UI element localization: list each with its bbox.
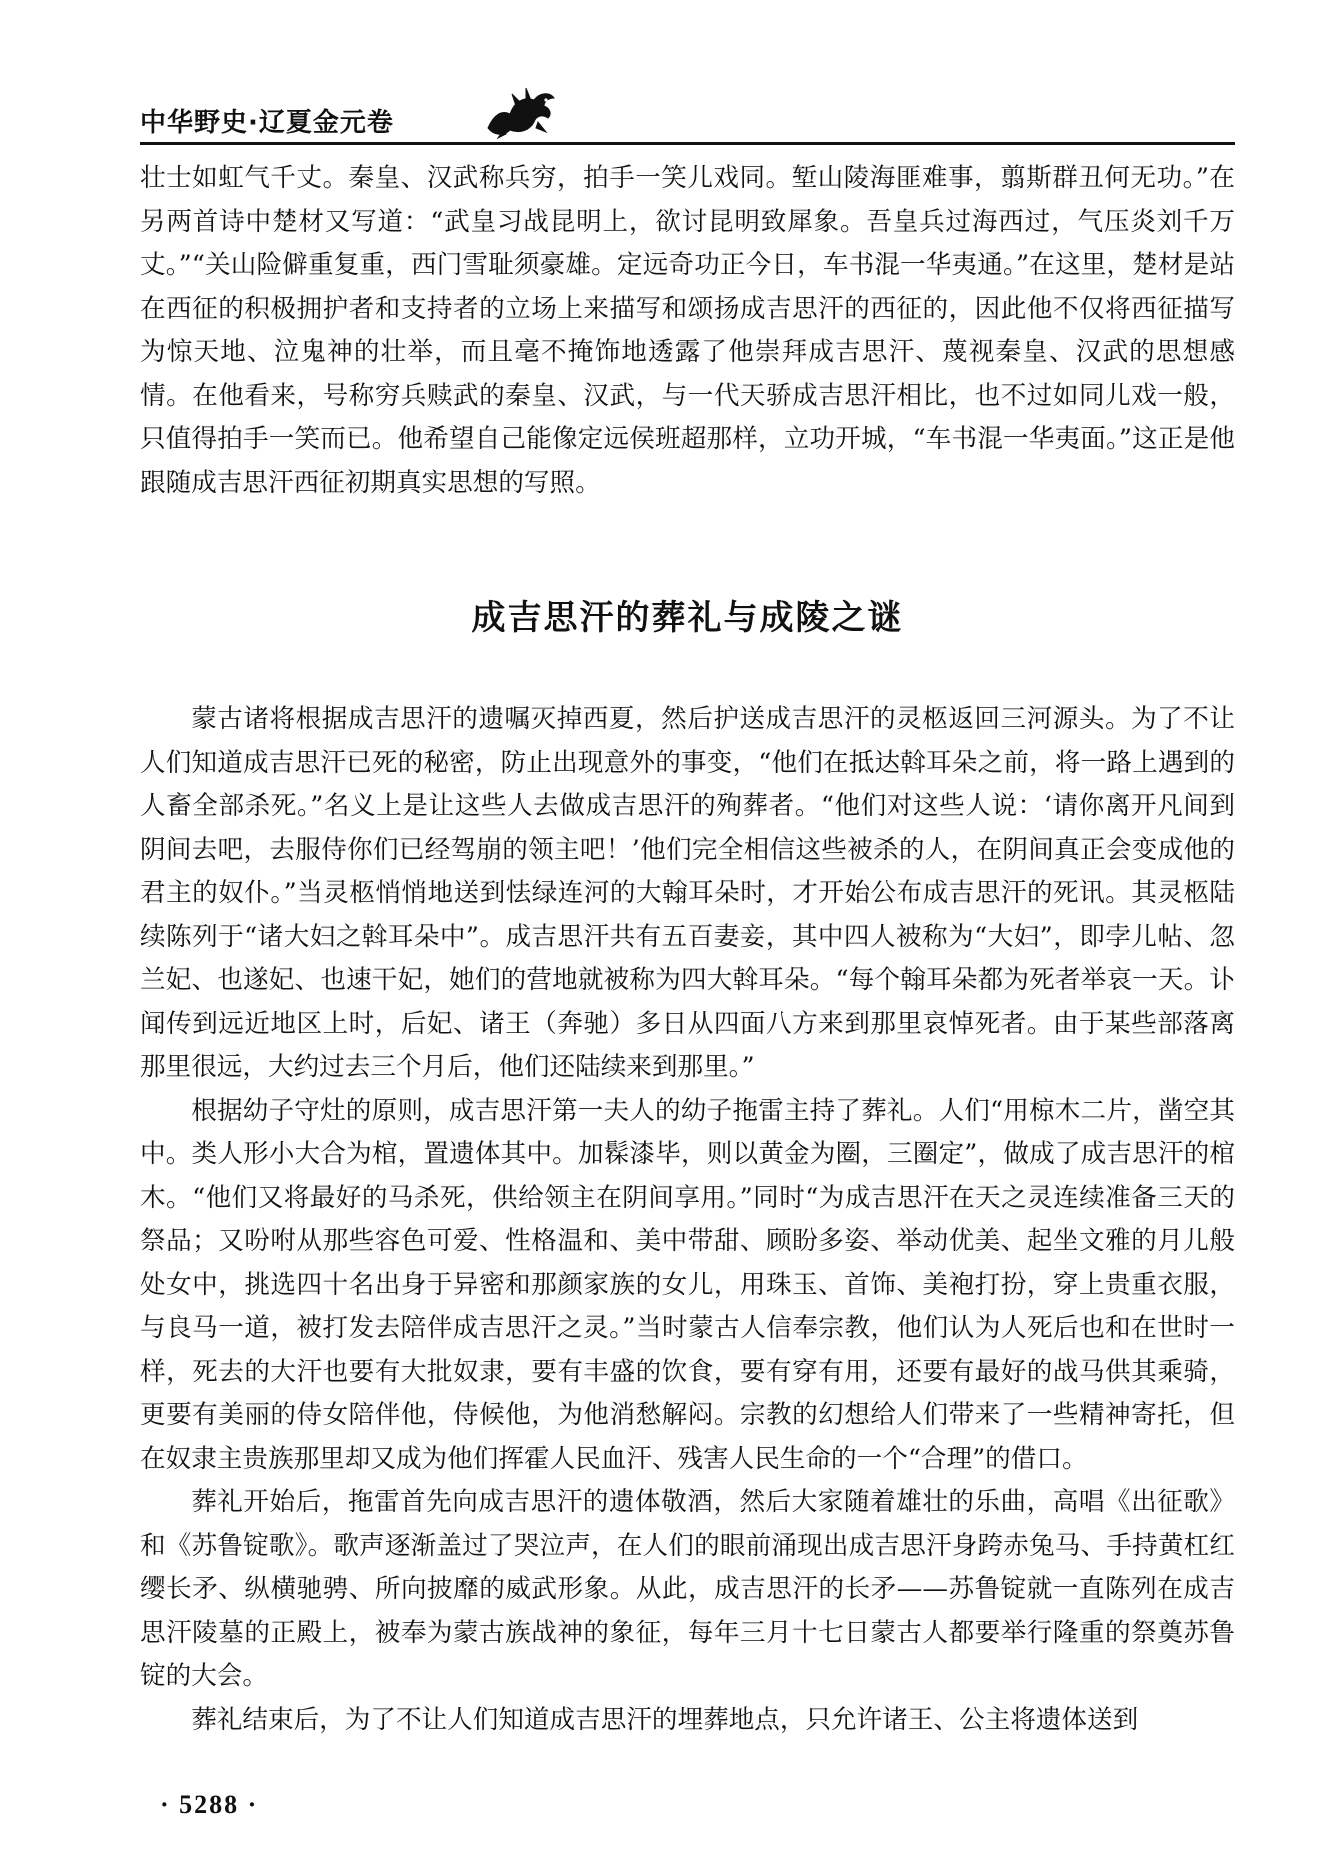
body-paragraph: 根据幼子守灶的原则，成吉思汗第一夫人的幼子拖雷主持了葬礼。人们“用椋木二片，凿空其中。类人形小大合为棺，置遗体其中。加髹漆毕，则以黄金为圈，三圈定”，做成了成吉思汗的棺木。“他们又将最好的马杀死，供给领主在阴间享用。”同时“为成吉思汗在天之灵连续准备三天的祭品；又吩咐从那些容色可爱、性格温和、美中带甜、顾盼多姿、举动优美、起坐文雅的月儿般处女中，挑选四十名出身于异密和那颜家族的女儿，用珠玉、首饰、美袍打扮，穿上贵重衣服，与良马一道，被打发去陪伴成吉思汗之灵。”当时蒙古人信奉宗教，他们认为人死后也和在世时一样，死去的大汗也要有大批奴隶，要有丰盛的饮食，要有穿有用，还要有最好的战马供其乘骑，更要有美丽的侍女陪伴他，侍候他，为他消愁解闷。宗教的幻想给人们带来了一些精神寄托，但在奴隶主贵族那里却又成为他们挥霍人民血汗、残害人民生命的一个“合理”的借口。: [140, 1095, 1235, 1474]
body-paragraph: 葬礼结束后，为了不让人们知道成吉思汗的埋葬地点，只允许诸王、公主将遗体送到: [191, 1704, 1139, 1735]
header-rule: [140, 142, 1235, 145]
dragon-emblem-icon: [480, 84, 560, 140]
running-header-title: 中华野史·辽夏金元卷: [140, 108, 394, 138]
running-header: [140, 92, 1235, 142]
section-title: 成吉思汗的葬礼与成陵之谜: [471, 598, 904, 638]
section-body: [140, 698, 1235, 1742]
continuation-paragraph: 壮士如虹气千丈。秦皇、汉武称兵穷，拍手一笑儿戏同。堑山陵海匪难事，翦斯群丑何无功。”在另两首诗中楚材又写道：“武皇习战昆明上，欲讨昆明致犀象。吾皇兵过海西过，气压炎刘千万丈。”“关山险僻重复重，西门雪耻须豪雄。定远奇功正今日，车书混一华夷通。”在这里，楚材是站在西征的积极拥护者和支持者的立场上来描写和颂扬成吉思汗的西征的，因此他不仅将西征描写为惊天地、泣鬼神的壮举，而且毫不掩饰地透露了他崇拜成吉思汗、蔑视秦皇、汉武的思想感情。在他看来，号称穷兵赎武的秦皇、汉武，与一代天骄成吉思汗相比，也不过如同儿戏一般，只值得拍手一笑而已。他希望自己能像定远侯班超那样，立功开城，“车书混一华夷面。”这正是他跟随成吉思汗西征初期真实思想的写照。: [140, 163, 1235, 498]
continuation-text: [140, 157, 1235, 505]
page-number: · 5288 ·: [160, 1790, 259, 1819]
body-paragraph: 葬礼开始后，拖雷首先向成吉思汗的遗体敬酒，然后大家随着雄壮的乐曲，高唱《出征歌》和《苏鲁锭歌》。歌声逐渐盖过了哭泣声，在人们的眼前涌现出成吉思汗身跨赤兔马、手持黄杠红缨长矛、纵横驰骋、所向披靡的威武形象。从此，成吉思汗的长矛——苏鲁锭就一直陈列在成吉思汗陵墓的正殿上，被奉为蒙古族战神的象征，每年三月十七日蒙古人都要举行隆重的祭奠苏鲁锭的大会。: [140, 1487, 1235, 1691]
body-paragraph: 蒙古诸将根据成吉思汗的遗嘱灭掉西夏，然后护送成吉思汗的灵柩返回三河源头。为了不让人们知道成吉思汗已死的秘密，防止出现意外的事变，“他们在抵达斡耳朵之前，将一路上遇到的人畜全部杀死。”名义上是让这些人去做成吉思汗的殉葬者。“他们对这些人说：‘请你离开凡间到阴间去吧，去服侍你们已经驾崩的领主吧！’他们完全相信这些被杀的人，在阴间真正会变成他的君主的奴仆。”当灵柩悄悄地送到怯绿连河的大翰耳朵时，才开始公布成吉思汗的死讯。其灵柩陆续陈列于“诸大妇之斡耳朵中”。成吉思汗共有五百妻妾，其中四人被称为“大妇”，即孛儿帖、忽兰妃、也遂妃、也速干妃，她们的营地就被称为四大斡耳朵。“每个翰耳朵都为死者举哀一天。讣闻传到远近地区上时，后妃、诸王（奔驰）多日从四面八方来到那里哀悼死者。由于某些部落离那里很远，大约过去三个月后，他们还陆续来到那里。”: [140, 704, 1235, 1082]
